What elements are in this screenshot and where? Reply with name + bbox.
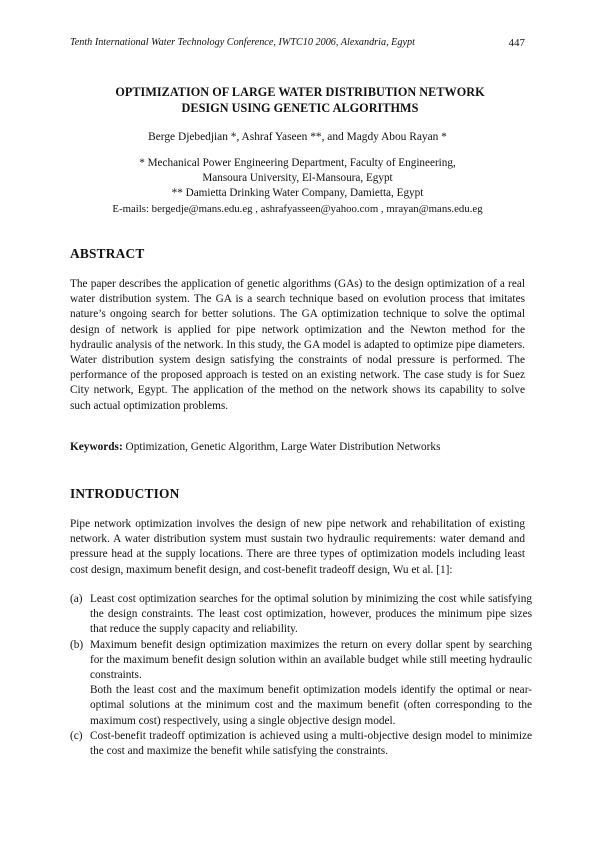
affiliations — [0, 156, 595, 202]
abstract-heading: ABSTRACT — [70, 246, 145, 261]
keywords — [70, 441, 525, 453]
keywords-label: Keywords: — [70, 441, 123, 453]
list-marker: (c) — [70, 729, 83, 742]
list-item-text: Cost-benefit tradeoff optimization is achieved using a multi-objective design model to minimize the cost and maximize the benefit while satisfying the constraints. — [90, 729, 532, 758]
list-item — [70, 592, 532, 638]
paper-title — [60, 84, 540, 116]
list-item — [70, 729, 532, 759]
title-line-2: DESIGN USING GENETIC ALGORITHMS — [181, 101, 419, 115]
affiliation-line-1: * Mechanical Power Engineering Department, Faculty of Engineering, — [139, 157, 456, 169]
author-list: Berge Djebedjian *, Ashraf Yaseen **, and Magdy Abou Rayan * — [148, 131, 447, 143]
keywords-text: Optimization, Genetic Algorithm, Large Water Distribution Networks — [122, 441, 441, 453]
affiliation-line-2: Mansoura University, El-Mansoura, Egypt — [202, 172, 393, 185]
running-title: Tenth International Water Technology Conference, IWTC10 2006, Alexandria, Egypt — [70, 37, 415, 48]
page-number: 447 — [508, 37, 525, 49]
affiliation-line-3: ** Damietta Drinking Water Company, Damietta, Egypt — [171, 187, 424, 200]
list-marker: (a) — [70, 593, 83, 605]
running-header — [70, 37, 525, 48]
list-item — [70, 638, 532, 729]
list-item-continuation: Both the least cost and the maximum benefit optimization models identify the optimal or near-optimal solutions at the minimum cost and the maximum benefit (often corresponding to the maximum cost) respectively, using a single objective design model. — [90, 684, 532, 727]
introduction-heading: INTRODUCTION — [70, 486, 180, 501]
abstract-text: The paper describes the application of genetic algorithms (GAs) to the design optimization of a real water distribution system. The GA is a search technique based on evolution process that imitates nature’s ongoing search for better solutions. The GA optimization technique to solve the optimal design of network is applied for pipe network optimization and the Newton method for the hydraulic analysis of the network. In this study, the GA model is adapted to optimize pipe diameters. Water distribution system design satisfying the constraints of nodal pressure is performed. The performance of the proposed approach is tested on an existing network. The case study is for Suez City network, Egypt. The application of the method on the network shows its capability to solve such actual optimization problems. — [70, 278, 525, 412]
title-line-1: OPTIMIZATION OF LARGE WATER DISTRIBUTION NETWORK — [115, 85, 485, 99]
email-addresses: E-mails: bergedje@mans.edu.eg , ashrafyasseen@yahoo.com , mrayan@mans.edu.eg — [112, 203, 483, 215]
list-item-text: Maximum benefit design optimization maximizes the return on every dollar spent by searching for the maximum benefit design solution within an available budget while still meeting hydraulic constraints. — [90, 638, 532, 682]
optimization-model-list — [70, 592, 532, 759]
introduction-text: Pipe network optimization involves the design of new pipe network and rehabilitation of existing network. A water distribution system must sustain two hydraulic requirements: water demand and pressure head at the supply locations. There are three types of optimization models including least cost design, maximum benefit design, and cost-benefit tradeoff design, Wu et al. [1]: — [70, 518, 525, 576]
list-item-text: Least cost optimization searches for the optimal solution by minimizing the cost while satisfying the design constraints. The least cost optimization, however, produces the minimum pipe sizes that reduce the supply capacity and reliability. — [90, 593, 532, 636]
list-marker: (b) — [70, 638, 84, 651]
